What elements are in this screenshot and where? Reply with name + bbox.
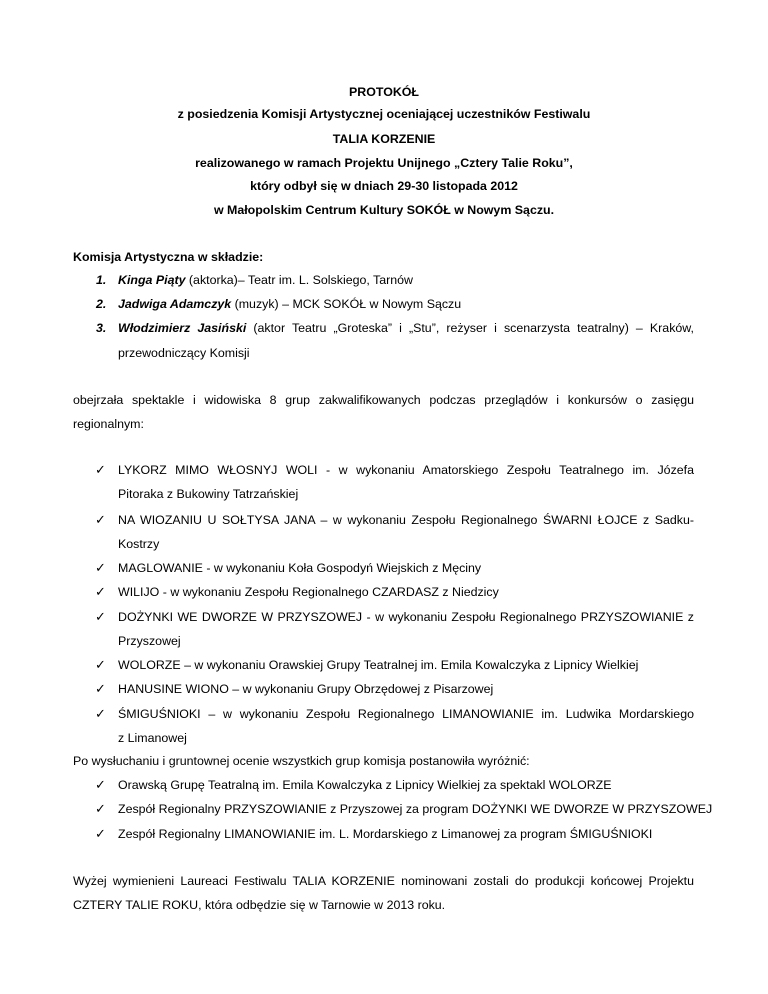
group-title: LYKORZ MIMO WŁOSNYJ WOLI - w wykonaniu Amatorskiego Zespołu Teatralnego im. Józefa bbox=[118, 463, 694, 477]
member-role: (muzyk) – MCK SOKÓŁ w Nowym Sączu bbox=[231, 297, 462, 311]
member-name: Jadwiga Adamczyk bbox=[118, 297, 232, 311]
checkmark-icon: ✓ bbox=[95, 826, 106, 841]
group-title: NA WIOZANIU U SOŁTYSA JANA – w wykonaniu Zespołu Regionalnego ŚWARNI ŁOJCE z Sadku- bbox=[118, 513, 694, 527]
member-number: 3. bbox=[96, 321, 107, 335]
award-text: Zespół Regionalny PRZYSZOWIANIE z Przyszowej za program DOŻYNKI WE DWORZE W PRZYSZOWEJ bbox=[118, 802, 713, 816]
member-role: (aktorka)– Teatr im. L. Solskiego, Tarnów bbox=[185, 273, 413, 287]
checkmark-icon: ✓ bbox=[95, 681, 106, 696]
group-title: ŚMIGUŚNIOKI – w wykonaniu Zespołu Regionalnego LIMANOWIANIE im. Ludwika Mordarskiego bbox=[118, 707, 694, 721]
member-name: Włodzimierz Jasiński bbox=[118, 321, 247, 335]
checkmark-icon: ✓ bbox=[95, 706, 106, 721]
checkmark-icon: ✓ bbox=[95, 657, 106, 672]
intro-line-2: regionalnym: bbox=[73, 417, 144, 431]
member-role: (aktor Teatru „Groteska” i „Stu”, reżyser i scenarzysta teatralny) – Kraków, bbox=[246, 321, 694, 335]
group-title: WOLORZE – w wykonaniu Orawskiej Grupy Teatralnej im. Emila Kowalczyka z Lipnicy Wielkiej bbox=[118, 658, 639, 672]
group-title-cont: Przyszowej bbox=[118, 634, 181, 648]
group-title: DOŻYNKI WE DWORZE W PRZYSZOWEJ - w wykonaniu Zespołu Regionalnego PRZYSZOWIANIE z bbox=[118, 610, 694, 624]
header-line-3: realizowanego w ramach Projektu Unijnego „Cztery Talie Roku”, bbox=[195, 156, 573, 170]
document-title: PROTOKÓŁ bbox=[349, 85, 419, 99]
group-title: WILIJO - w wykonaniu Zespołu Regionalnego CZARDASZ z Niedzicy bbox=[118, 585, 499, 599]
closing-line-2: CZTERY TALIE ROKU, która odbędzie się w Tarnowie w 2013 roku. bbox=[73, 898, 446, 912]
group-title: HANUSINE WIONO – w wykonaniu Grupy Obrzędowej z Pisarzowej bbox=[118, 682, 494, 696]
member-number: 1. bbox=[96, 273, 107, 287]
group-title-cont: Kostrzy bbox=[118, 537, 160, 551]
group-title: MAGLOWANIE - w wykonaniu Koła Gospodyń Wiejskich z Męciny bbox=[118, 561, 482, 575]
checkmark-icon: ✓ bbox=[95, 512, 106, 527]
award-text: Zespół Regionalny LIMANOWIANIE im. L. Mordarskiego z Limanowej za program ŚMIGUŚNIOKI bbox=[118, 827, 653, 841]
header-line-5: w Małopolskim Centrum Kultury SOKÓŁ w Nowym Sączu. bbox=[213, 203, 555, 217]
checkmark-icon: ✓ bbox=[95, 560, 106, 575]
checkmark-icon: ✓ bbox=[95, 462, 106, 477]
commission-heading: Komisja Artystyczna w składzie: bbox=[73, 250, 264, 264]
header-line-4: który odbył się w dniach 29-30 listopada 2012 bbox=[250, 179, 518, 193]
checkmark-icon: ✓ bbox=[95, 584, 106, 599]
checkmark-icon: ✓ bbox=[95, 801, 106, 816]
intro-line-1: obejrzała spektakle i widowiska 8 grup zakwalifikowanych podczas przeglądów i konkursów o zasięgu bbox=[73, 393, 694, 407]
closing-line-1: Wyżej wymienieni Laureaci Festiwalu TALIA KORZENIE nominowani zostali do produkcji końcowej Projektu bbox=[73, 874, 694, 888]
group-title-cont: Pitoraka z Bukowiny Tatrzańskiej bbox=[118, 487, 299, 501]
header-line-1: z posiedzenia Komisji Artystycznej oceniającej uczestników Festiwalu bbox=[177, 107, 591, 121]
decision-heading: Po wysłuchaniu i gruntownej ocenie wszystkich grup komisja postanowiła wyróżnić: bbox=[73, 754, 530, 768]
header-line-2: TALIA KORZENIE bbox=[332, 132, 436, 146]
checkmark-icon: ✓ bbox=[95, 777, 106, 792]
checkmark-icon: ✓ bbox=[95, 609, 106, 624]
member-name: Kinga Piąty bbox=[118, 273, 186, 287]
member-role-cont: przewodniczący Komisji bbox=[118, 346, 250, 360]
group-title-cont: z Limanowej bbox=[118, 731, 187, 745]
member-number: 2. bbox=[96, 297, 107, 311]
award-text: Orawską Grupę Teatralną im. Emila Kowalczyka z Lipnicy Wielkiej za spektakl WOLORZE bbox=[118, 778, 612, 792]
